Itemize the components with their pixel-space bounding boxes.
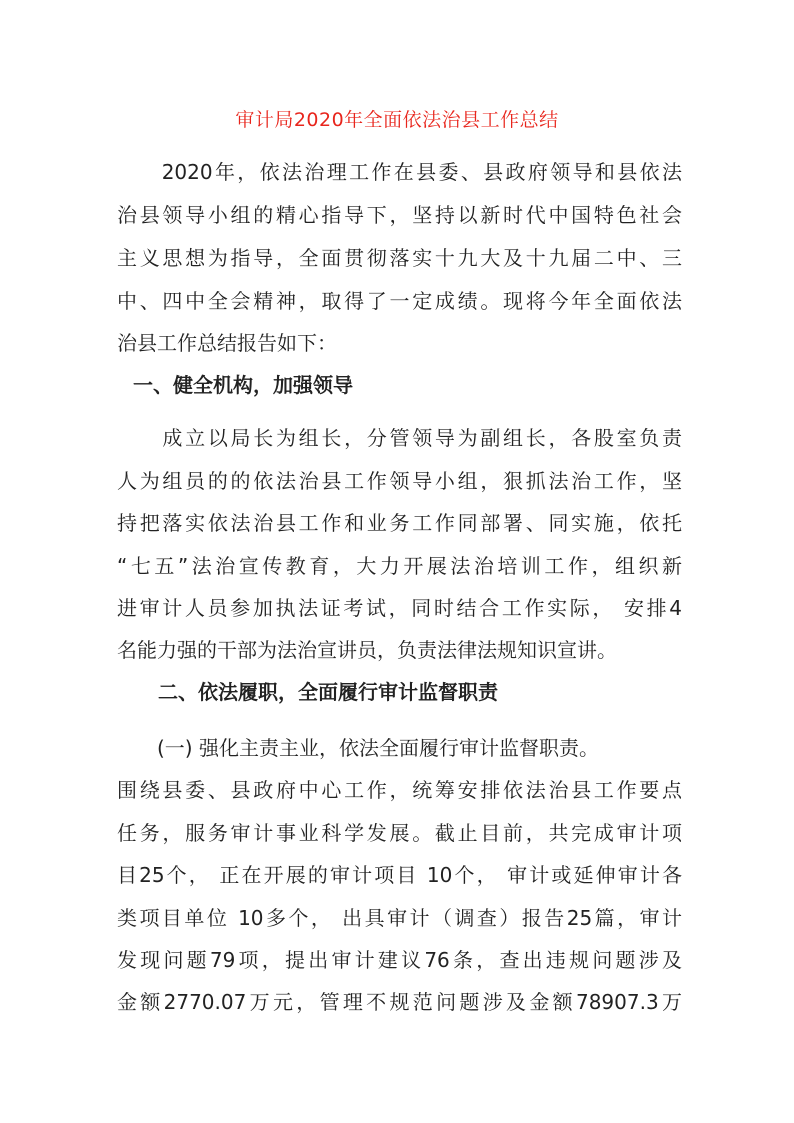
intro-line: 2020年，依法治理工作在县委、县政府领导和县依法: [117, 160, 682, 184]
section2-line: 发现问题79项，提出审计建议76条，查出违规问题涉及: [117, 948, 682, 972]
section1-line: 名能力强的干部为法治宣讲员，负责法律法规知识宣讲。: [117, 638, 617, 662]
section2-line: 金额2770.07万元，管理不规范问题涉及金额78907.3万: [117, 990, 682, 1014]
section2-line: 类项目单位 10多个， 出具审计（调查）报告25篇，审计: [117, 906, 682, 930]
intro-line: 中、四中全会精神，取得了一定成绩。现将今年全面依法: [117, 289, 682, 313]
section2-line: (一) 强化主责主业，依法全面履行审计监督职责。: [117, 736, 599, 760]
section1-line: 持把落实依法治县工作和业务工作同部署、同实施，依托: [117, 511, 682, 535]
section1-line: “七五”法治宣传教育，大力开展法治培训工作，组织新: [117, 554, 682, 578]
document-title: 审计局2020年全面依法治县工作总结: [235, 109, 559, 131]
intro-line: 治县工作总结报告如下：: [117, 331, 337, 355]
section1-line: 成立以局长为组长，分管领导为副组长，各股室负责: [117, 426, 682, 450]
section2-line: 任务，服务审计事业科学发展。截止目前，共完成审计项: [117, 821, 682, 845]
section2-line: 目25个， 正在开展的审计项目 10个， 审计或延伸审计各: [117, 863, 682, 887]
section-heading: 二、依法履职，全面履行审计监督职责: [158, 680, 498, 704]
section1-line: 人为组员的的依法治县工作领导小组，狠抓法治工作，坚: [117, 469, 682, 493]
section2-line: 围绕县委、县政府中心工作，统筹安排依法治县工作要点: [117, 778, 682, 802]
intro-line: 治县领导小组的精心指导下，坚持以新时代中国特色社会: [117, 203, 682, 227]
section-heading: 一、健全机构，加强领导: [133, 373, 353, 397]
intro-line: 主义思想为指导，全面贯彻落实十九大及十九届二中、三: [117, 246, 682, 270]
section1-line: 进审计人员参加执法证考试，同时结合工作实际， 安排4: [117, 596, 682, 620]
